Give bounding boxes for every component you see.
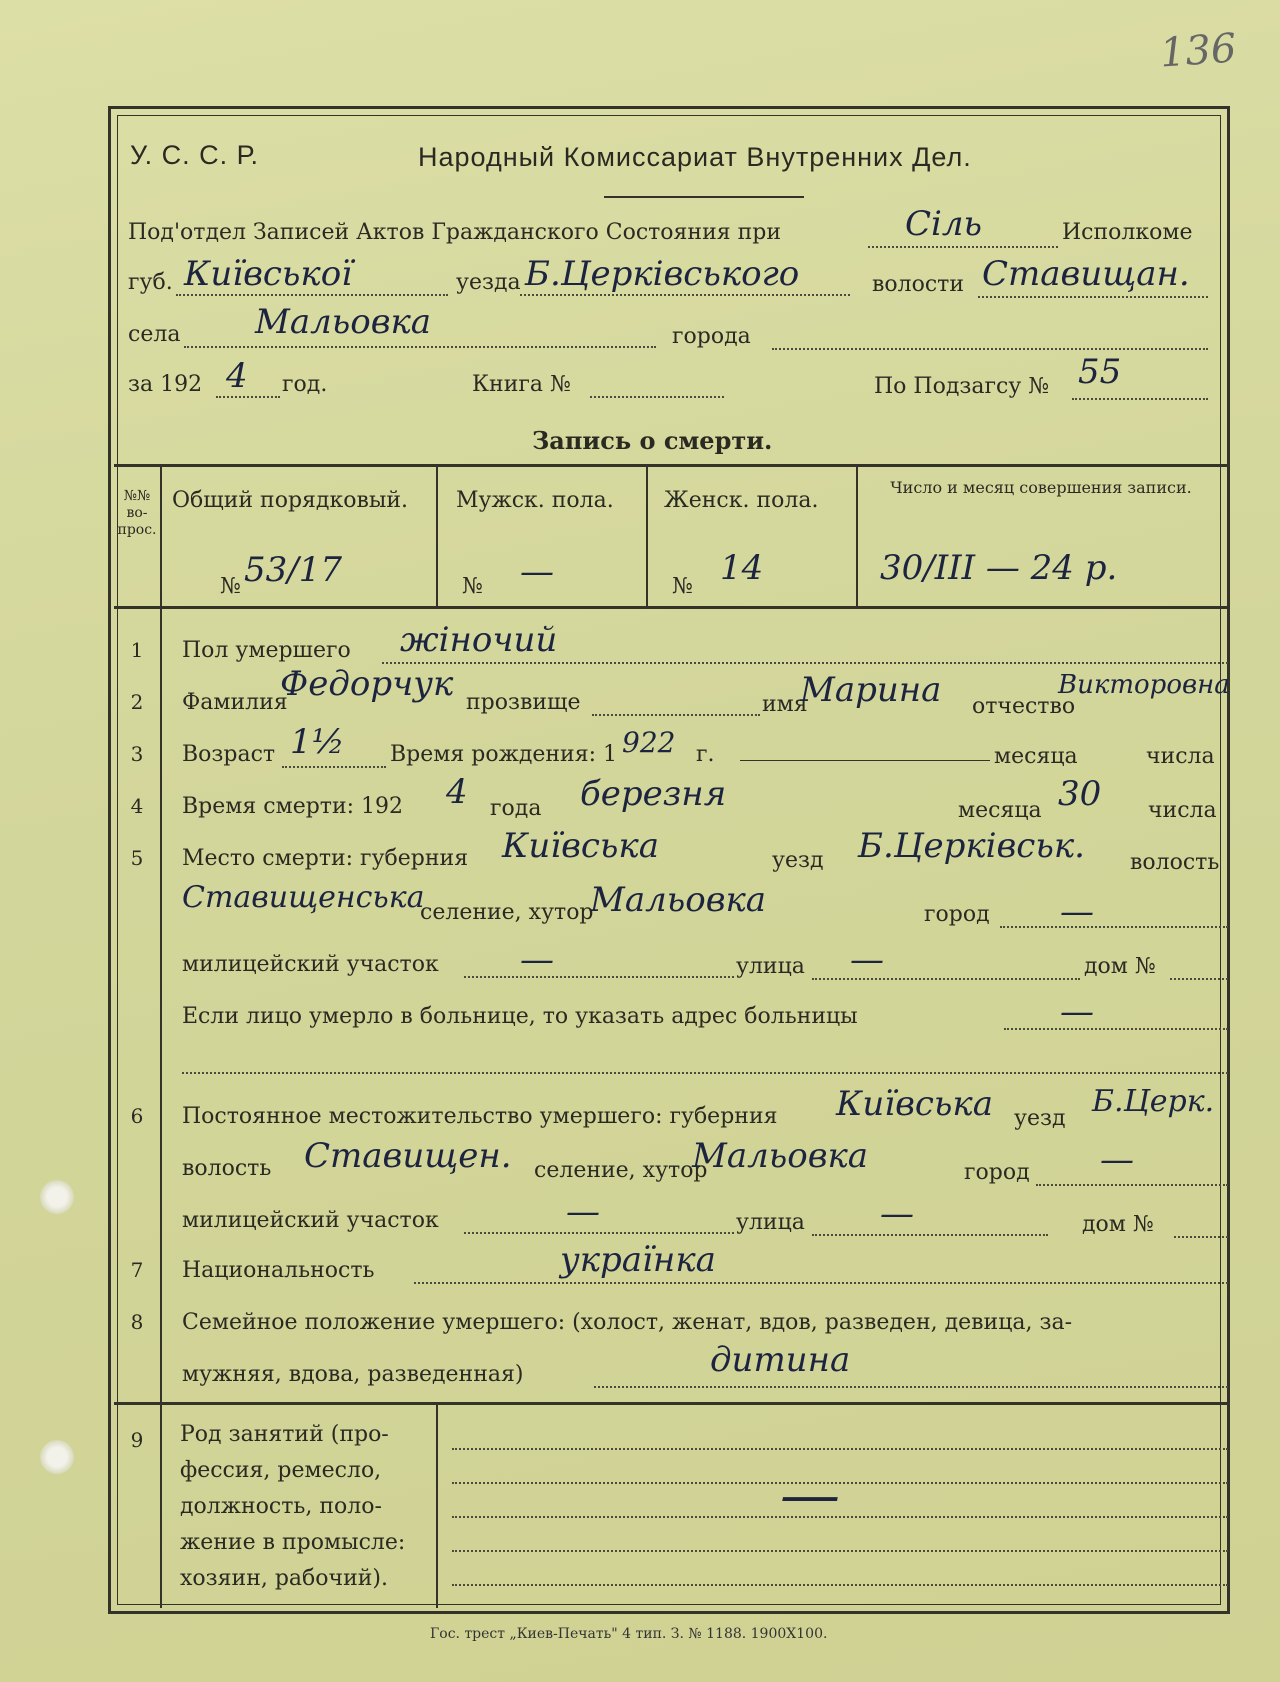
q5-hospital-label: Если лицо умерло в больнице, то указать адрес больницы — [182, 1004, 858, 1029]
q5-uezd-value: Б.Церківськ. — [858, 826, 1085, 866]
q6-city-value: — — [1100, 1140, 1134, 1180]
subdept-label: Под'отдел Записей Актов Гражданского Состояния при — [128, 220, 782, 245]
q2-surname-value: Федорчук — [280, 664, 454, 704]
col-question-no: №№ во-прос. — [117, 488, 157, 538]
commissariat-title: Народный Комиссариат Внутренних Дел. — [418, 142, 972, 172]
q4-year-label: года — [490, 796, 542, 821]
q3-birth-value: 922 — [622, 726, 676, 759]
q6-volost-value: Ставищен. — [304, 1136, 512, 1176]
no-sign: № — [462, 574, 483, 599]
q5-uezd-label: уезд — [772, 848, 824, 873]
col-male: Мужск. пола. — [456, 488, 614, 513]
q6-street-label: улица — [736, 1210, 805, 1235]
q2-name-label: имя — [762, 692, 808, 717]
q6-number: 6 — [130, 1104, 144, 1128]
q5-volost-value: Ставищенська — [182, 880, 425, 915]
q7-number: 7 — [130, 1258, 144, 1282]
volost-value: Ставищан. — [982, 254, 1190, 294]
q6-gub-value: Київська — [836, 1084, 994, 1124]
q9-label-line4: жение в промысле: — [180, 1530, 406, 1555]
q6-city-label: город — [964, 1160, 1030, 1185]
col-date: Число и месяц совершения записи. — [890, 478, 1192, 497]
uezd-label: уезда — [456, 270, 521, 295]
q8-value: дитина — [710, 1340, 851, 1380]
no-sign: № — [672, 574, 693, 599]
col-general: Общий порядковый. — [172, 488, 409, 513]
q4-number: 4 — [130, 794, 144, 818]
q2-number: 2 — [130, 690, 144, 714]
q5-gub-value: Київська — [502, 826, 660, 866]
q5-hospital-value: — — [1060, 992, 1094, 1032]
q2-name-value: Марина — [800, 670, 942, 710]
record-title: Запись о смерти. — [532, 426, 773, 455]
q5-militia-value: — — [520, 940, 554, 980]
q9-label-line2: фессия, ремесло, — [180, 1458, 382, 1483]
republic-label: У. С. С. Р. — [130, 140, 259, 170]
q3-month-label: месяца — [994, 744, 1078, 769]
punch-hole — [40, 1440, 74, 1474]
q4-month-value: березня — [580, 774, 727, 814]
q2-nick-label: прозвище — [466, 690, 581, 715]
archive-number: 136 — [1158, 25, 1238, 77]
gub-label: губ. — [128, 270, 173, 295]
uezd-value: Б.Церківського — [525, 254, 800, 294]
q4-day-value: 30 — [1058, 774, 1102, 814]
q6-street-value: — — [880, 1194, 914, 1234]
gub-value: Київської — [184, 254, 353, 294]
q6-house-label: дом № — [1082, 1212, 1154, 1237]
q5-militia-label: милицейский участок — [182, 952, 439, 977]
q7-value: українка — [560, 1240, 716, 1280]
q6-selo-label: селение, хутор — [534, 1158, 708, 1183]
q5-street-value: — — [850, 940, 884, 980]
q1-label: Пол умершего — [182, 638, 351, 663]
printer-imprint: Гос. трест „Киев-Печать" 4 тип. З. № 1188. 1900Х100. — [430, 1626, 828, 1642]
gorod-label: города — [672, 324, 751, 349]
q3-birth-label: Время рождения: 1 — [390, 742, 617, 767]
year-value: 4 — [226, 356, 248, 396]
q1-number: 1 — [130, 638, 144, 662]
q5-number: 5 — [130, 846, 144, 870]
subdept-value: Сіль — [905, 204, 983, 244]
no-sign: № — [220, 574, 241, 599]
selo-value: Мальовка — [255, 302, 432, 342]
q5-street-label: улица — [736, 954, 805, 979]
q5-city-label: город — [924, 902, 990, 927]
q3-number: 3 — [130, 742, 144, 766]
q1-value: жіночий — [400, 620, 558, 660]
q7-label: Национальность — [182, 1258, 375, 1283]
q3-g: г. — [696, 742, 715, 767]
q9-number: 9 — [130, 1428, 144, 1452]
q3-age-label: Возраст — [182, 742, 276, 767]
q2-surname-label: Фамилия — [182, 690, 288, 715]
q8-label-line2: мужняя, вдова, разведенная) — [182, 1362, 524, 1387]
q6-residence-label: Постоянное местожительство умершего: губерния — [182, 1104, 778, 1129]
q9-label-line3: должность, поло- — [180, 1494, 382, 1519]
q5-volost-label: волость — [1130, 850, 1220, 875]
q6-militia-label: милицейский участок — [182, 1208, 439, 1233]
q6-volost-label: волость — [182, 1156, 272, 1181]
q5-selo-label: селение, хутор — [420, 900, 594, 925]
q8-number: 8 — [130, 1310, 144, 1334]
q5-city-value: — — [1060, 892, 1094, 932]
q3-age-value: 1½ — [290, 722, 345, 762]
q4-year-value: 4 — [446, 772, 468, 812]
male-value: — — [520, 552, 554, 592]
subrecord-value: 55 — [1078, 352, 1122, 392]
general-value: 53/17 — [244, 550, 342, 590]
col-female: Женск. пола. — [664, 488, 819, 513]
q5-selo-value: Мальовка — [590, 880, 767, 920]
q2-patronymic-value: Викторовна — [1058, 670, 1230, 700]
q6-uezd-value: Б.Церк. — [1092, 1084, 1215, 1119]
q4-death-label: Время смерти: 192 — [182, 794, 404, 819]
q5-place-label: Место смерти: губерния — [182, 846, 469, 871]
q2-patronymic-label: отчество — [972, 694, 1076, 719]
ispolkom-label: Исполкоме — [1062, 220, 1193, 245]
selo-label: села — [128, 322, 181, 347]
volost-label: волости — [872, 272, 965, 297]
q4-month-label: месяца — [958, 798, 1042, 823]
year-suffix: год. — [282, 372, 328, 397]
female-value: 14 — [720, 548, 764, 588]
q3-day-label: числа — [1146, 744, 1215, 769]
year-label: за 192 — [128, 372, 203, 397]
q6-selo-value: Мальовка — [692, 1136, 869, 1176]
q4-day-label: числа — [1148, 798, 1217, 823]
q9-label-line5: хозяин, рабочий). — [180, 1566, 388, 1591]
subrecord-label: По Подзагсу № — [874, 374, 1050, 399]
punch-hole — [40, 1180, 74, 1214]
q9-value: — — [780, 1460, 840, 1530]
q6-uezd-label: уезд — [1014, 1106, 1066, 1131]
q8-label-line1: Семейное положение умершего: (холост, женат, вдов, разведен, девица, за- — [182, 1310, 1073, 1335]
q5-house-label: дом № — [1084, 954, 1156, 979]
q9-label-line1: Род занятий (про- — [180, 1422, 389, 1447]
date-value: 30/III — 24 р. — [880, 548, 1118, 588]
book-label: Книга № — [472, 372, 571, 397]
q6-militia-value: — — [566, 1192, 600, 1232]
